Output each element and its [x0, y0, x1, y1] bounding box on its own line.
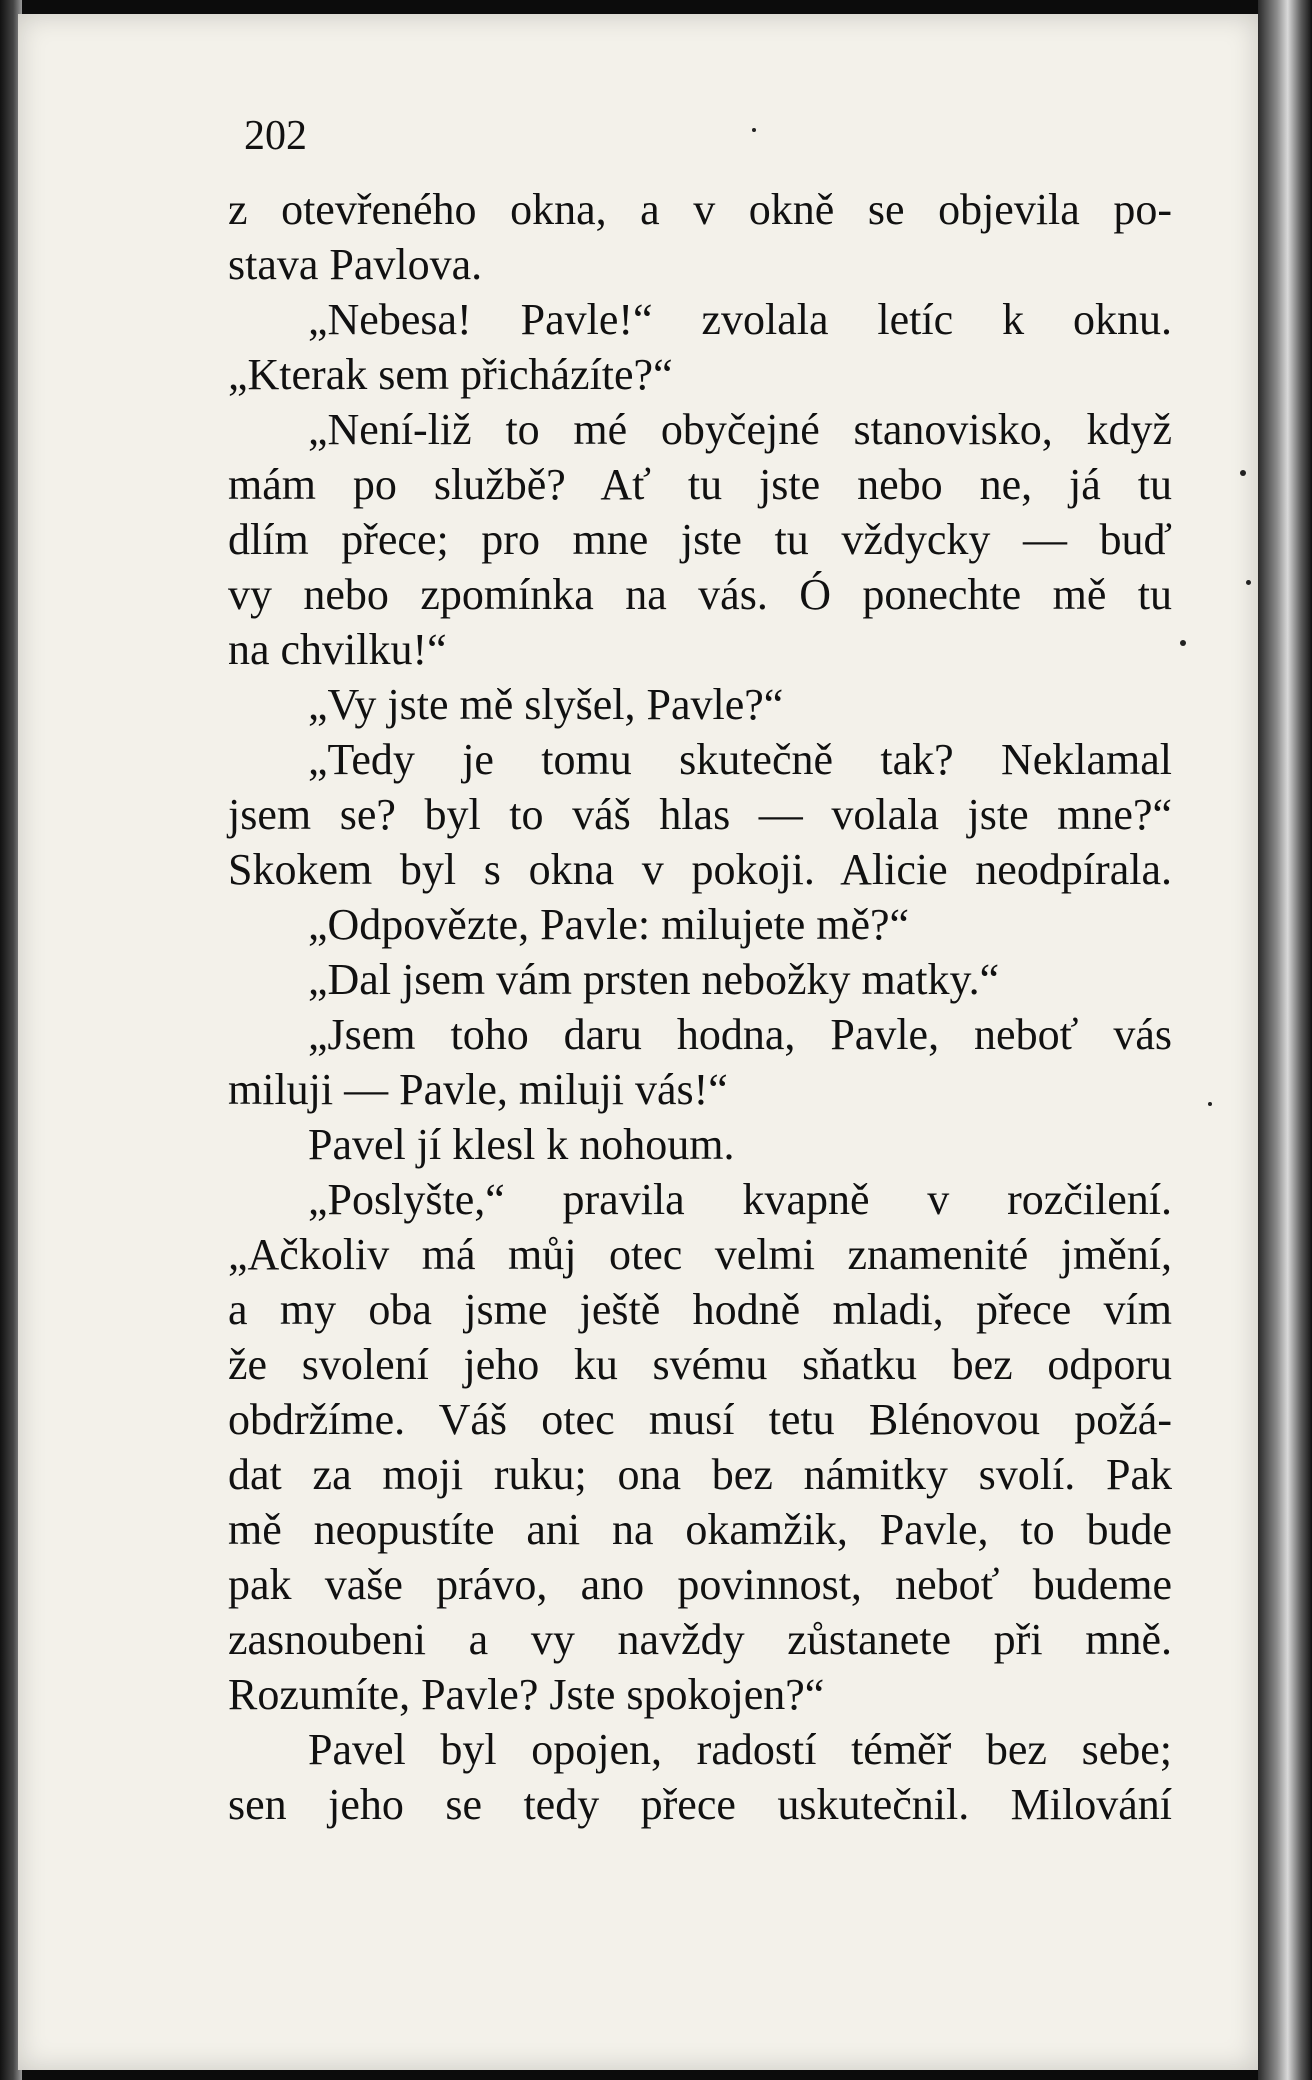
text-line: [228, 1777, 1172, 1832]
text-line-content: dlím přece; pro mne jste tu vždycky — buď: [228, 515, 1172, 564]
text-line: [228, 1392, 1172, 1447]
text-line: [228, 677, 1172, 732]
text-line: [228, 1667, 1172, 1722]
text-line: [228, 1117, 1172, 1172]
text-line: [228, 622, 1172, 677]
text-line-content: miluji — Pavle, miluji vás!“: [228, 1065, 728, 1114]
text-line: [228, 292, 1172, 347]
text-line: [228, 952, 1172, 1007]
page-number: 202: [244, 113, 307, 159]
text-line-content: mě neopustíte ani na okamžik, Pavle, to bude: [228, 1505, 1172, 1554]
text-line: [228, 182, 1172, 237]
text-line: [228, 1007, 1172, 1062]
text-line: [228, 1172, 1172, 1227]
text-line-content: obdržíme. Váš otec musí tetu Blénovou požá-: [228, 1395, 1172, 1444]
text-line: [228, 1227, 1172, 1282]
text-line: [228, 237, 1172, 292]
text-line: [228, 1447, 1172, 1502]
text-line-content: z otevřeného okna, a v okně se objevila po-: [228, 185, 1172, 234]
ink-speck: [1246, 580, 1251, 585]
text-line-content: Rozumíte, Pavle? Jste spokojen?“: [228, 1670, 825, 1719]
text-line-content: „Nebesa! Pavle!“ zvolala letíc k oknu.: [308, 295, 1172, 344]
text-line: [228, 347, 1172, 402]
text-line-content: „Vy jste mě slyšel, Pavle?“: [308, 680, 784, 729]
text-line: [228, 842, 1172, 897]
text-line-content: pak vaše právo, ano povinnost, neboť budeme: [228, 1560, 1172, 1609]
text-line-content: jsem se? byl to váš hlas — volala jste mne?“: [228, 790, 1172, 839]
text-line-content: „Poslyšte,“ pravila kvapně v rozčilení.: [308, 1175, 1172, 1224]
text-line-content: vy nebo zpomínka na vás. Ó ponechte mě tu: [228, 570, 1172, 619]
text-line-content: že svolení jeho ku svému sňatku bez odporu: [228, 1340, 1172, 1389]
text-line-content: „Jsem toho daru hodna, Pavle, neboť vás: [308, 1010, 1172, 1059]
text-line-content: Skokem byl s okna v pokoji. Alicie neodpírala.: [228, 845, 1172, 894]
text-line: [228, 1062, 1172, 1117]
text-line: [228, 732, 1172, 787]
text-line-content: dat za moji ruku; ona bez námitky svolí. Pak: [228, 1450, 1172, 1499]
text-line: [228, 787, 1172, 842]
text-line: [228, 897, 1172, 952]
text-line: [228, 402, 1172, 457]
text-line-content: „Odpovězte, Pavle: milujete mě?“: [308, 900, 910, 949]
ink-speck: [752, 128, 756, 132]
body-text: [228, 182, 1172, 1832]
text-line-content: mám po službě? Ať tu jste nebo ne, já tu: [228, 460, 1172, 509]
text-line-content: „Dal jsem vám prsten nebožky matky.“: [308, 955, 1000, 1004]
book-binding-edge: [1258, 0, 1312, 2080]
text-line-content: stava Pavlova.: [228, 240, 483, 289]
text-line: [228, 1337, 1172, 1392]
text-line-content: na chvilku!“: [228, 625, 447, 674]
text-line-content: a my oba jsme ještě hodně mladi, přece vím: [228, 1285, 1172, 1334]
text-line-content: sen jeho se tedy přece uskutečnil. Milování: [228, 1780, 1172, 1829]
text-line: [228, 512, 1172, 567]
text-line: [228, 1282, 1172, 1337]
text-line-content: „Ačkoliv má můj otec velmi znamenité jmění,: [228, 1230, 1172, 1279]
text-line: [228, 1502, 1172, 1557]
ink-speck: [1208, 1102, 1212, 1106]
text-line: [228, 1557, 1172, 1612]
text-line-content: „Není-liž to mé obyčejné stanovisko, když: [308, 405, 1172, 454]
text-line: [228, 1612, 1172, 1667]
text-line-content: „Kterak sem přicházíte?“: [228, 350, 673, 399]
text-line: [228, 1722, 1172, 1777]
text-line: [228, 567, 1172, 622]
text-line-content: Pavel jí klesl k nohoum.: [308, 1120, 735, 1169]
ink-speck: [1240, 470, 1246, 476]
text-line-content: zasnoubeni a vy navždy zůstanete při mně.: [228, 1615, 1172, 1664]
text-line: [228, 457, 1172, 512]
ink-speck: [1180, 640, 1186, 646]
text-line-content: Pavel byl opojen, radostí téměř bez sebe;: [308, 1725, 1172, 1774]
text-line-content: „Tedy je tomu skutečně tak? Neklamal: [308, 735, 1172, 784]
